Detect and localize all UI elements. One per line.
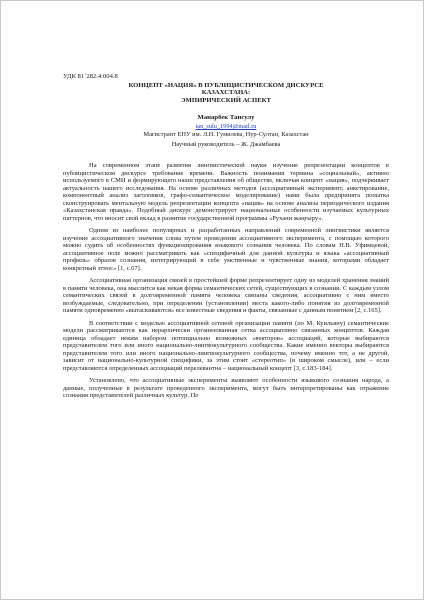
article-title-line-3: ЭМПИРИЧЕСКИЙ АСПЕКТ: [181, 96, 271, 104]
article-title-line-2: КАЗАХСТАНА:: [201, 89, 251, 97]
udc-code: УДК 81`282.4:004.8: [63, 73, 118, 80]
author-affiliation: Магистрант ЕНУ им. Л.Н. Гумилева, Нур-Султан, Казахстан: [143, 131, 309, 139]
body-paragraph: Ассоциативная организация связей в простейшей форме репрезентирует одну из моделей хранения знаний в памяти человека, она мыслится как некая форма семантических сетей, существующих в сознании. С каждым узлом семантических связей в долговременной памяти человека связаны сведения, ассоциативно с ним вместе возбуждаемые, следовательно, при определении (установлении) места какого-либо понятия из долговременной памяти одновременно «вытаскиваются» все известные сведения и факты, связанные с данным понятием [2, с.165].: [63, 277, 389, 315]
article-body: [63, 162, 389, 400]
body-paragraph: Одним из наиболее популярных и разработанных направлений современной лингвистики является изучение ассоциативного значения слова путем проведения ассоциативного эксперимента, с помощью которого можно судить об особенностях функционирования языкового сознания человека. По словам Н.В. Уфимцевой, ассоциативное поле можно рассматривать как «специфичный для данной культуры и языка «ассоциативный профиль» образов сознания, интегрирующий в себе умственные и чувственные знания, которыми обладает конкретный этнос» [1, с.67].: [63, 227, 389, 272]
body-paragraph: В соответствии с моделью ассоциативной сетевой организации памяти (по М. Куильяну) семантические модели рассматриваются как иерархически организованная сетка ассоциативно связанных концептов. Каждая единица обладает неким набором потенциально возможных «векторов» ассоциаций, которые выбираются представителем того или иного национально-лингвокультурного сообщества. Какие именно векторы выбираются представителем того или иного национально-лингвокультурного сообщества, почему именно тот, а не другой, зависит от национально-культурной специфики, за этим стоит «стереотип» (в широком смысле), или – если представляются определенных ассоциаций перелевантна – национальный концепт [3, с.183-184].: [63, 319, 389, 372]
author-name: Манарбек Тансулу: [197, 114, 255, 122]
body-paragraph: На современном этапе развития лингвистической науки изучение репрезентации концептов в публицистическом дискурсе требование времени. Важность понимания термина «социальный», активно используемого в СМИ и формирующего наши представления об обществе, включая концепт «нация», подчеркивает актуальность нашего исследования. На основе различных методов (ассоциативный эксперимент, анкетирование, компонентный анализ заголовков, графо-семантическое моделирование) нами была предпринята попытка сконструировать ментальную модель репрезентации концепта «нация» на основе анализа периодического издания «Казахстанская правда». Подобный дискурс демонстрирует национальные особенности изучаемых культурных паттернов, что вносит свой вклад в развитие государственной программы «Рухани жаңғыру».: [63, 162, 389, 222]
scientific-advisor: Научный руководитель – Ж. Джамбаева: [171, 140, 281, 148]
author-email-link[interactable]: tan_sulu_1994@mail.ru: [195, 122, 257, 130]
article-title-line-1: КОНЦЕПТ «НАЦИЯ» В ПУБЛИЦИСТИЧЕСКОМ ДИСКУРСЕ: [128, 81, 324, 89]
body-paragraph: Установлено, что ассоциативные эксперименты выявляют особенности языкового сознания народа, а данные, полученные в результате проведенного эксперимента, могут быть интерпретированы как отражение сознания представителей различных культур. По: [63, 377, 389, 400]
article-content: [63, 73, 389, 405]
